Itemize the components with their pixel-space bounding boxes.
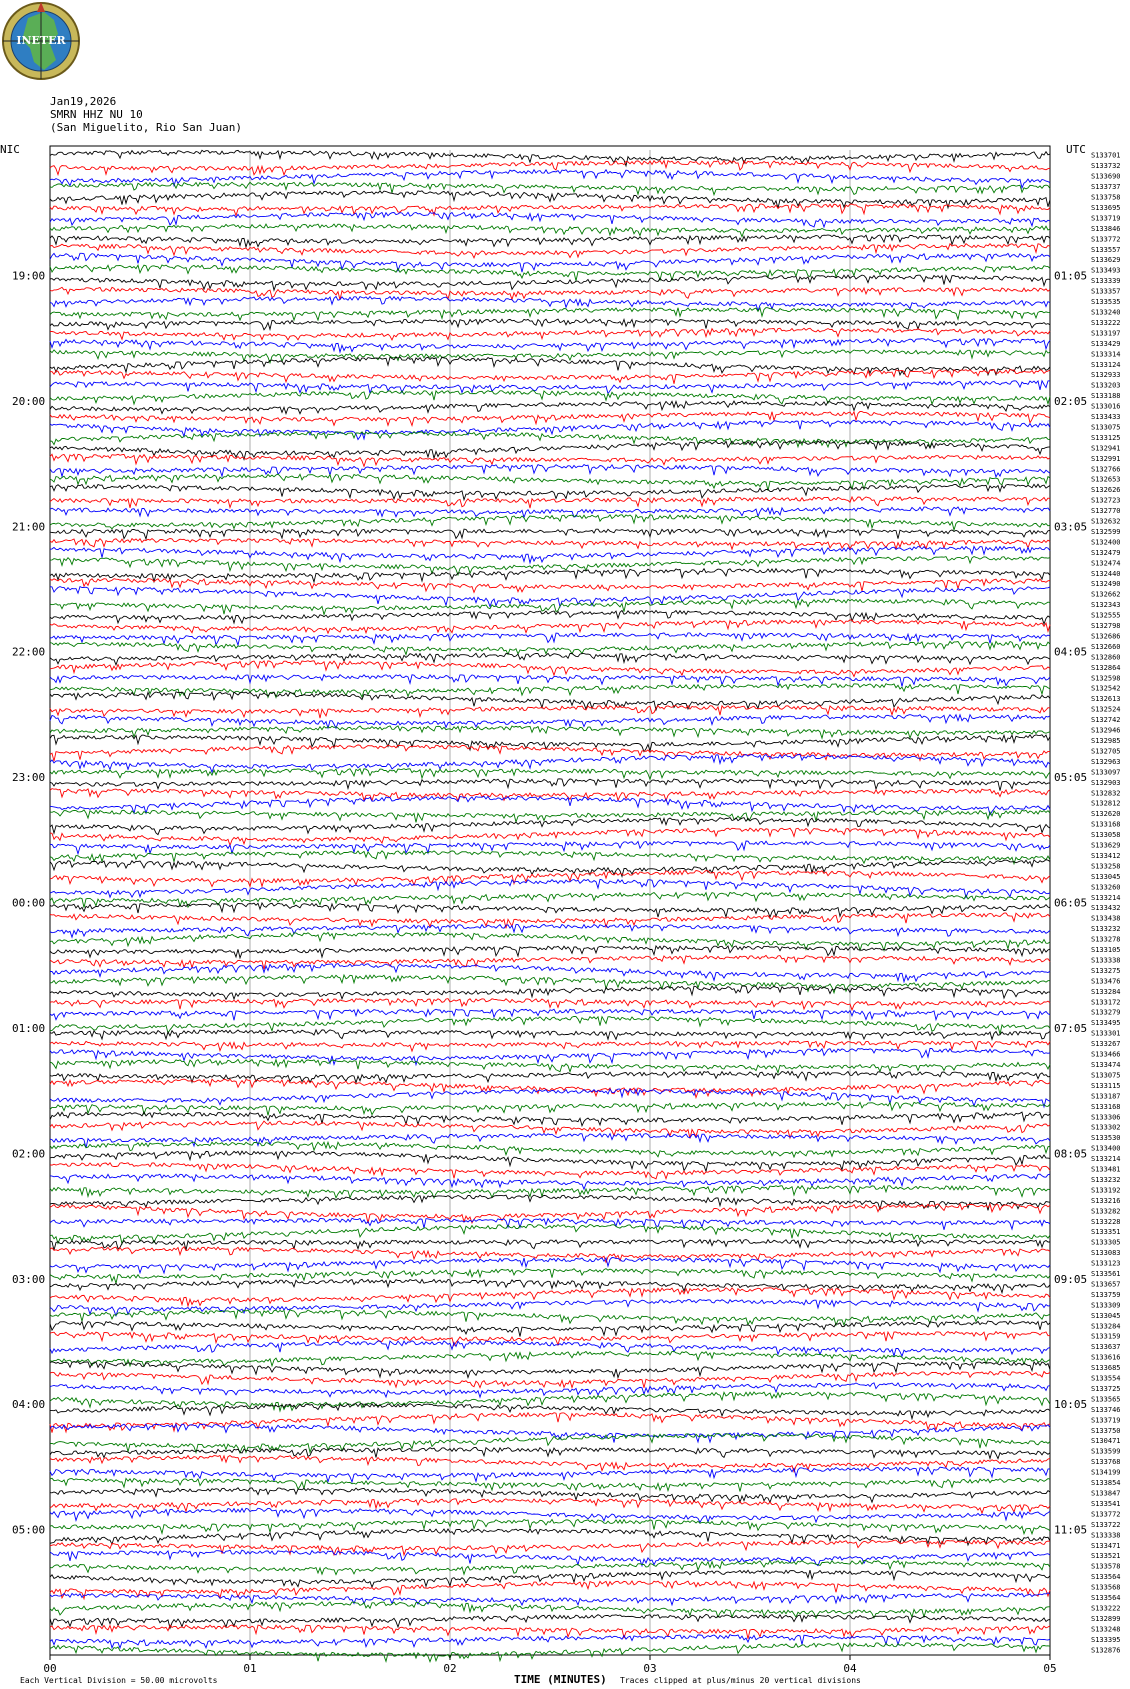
trace-line <box>50 1017 1050 1035</box>
trace-value: S133395 <box>1091 1635 1121 1644</box>
trace-line <box>50 1134 1050 1149</box>
trace-line <box>50 308 1050 321</box>
x-tick-label: 05 <box>1043 1662 1057 1675</box>
trace-line <box>50 507 1050 518</box>
trace-value: S133351 <box>1091 1228 1121 1237</box>
trace-line <box>50 319 1050 330</box>
trace-value: S132400 <box>1091 538 1121 547</box>
trace-value: S133564 <box>1091 1573 1121 1582</box>
trace-line <box>50 661 1050 677</box>
trace-line <box>50 1121 1050 1138</box>
trace-value: S132705 <box>1091 747 1121 756</box>
right-time-label: 01:05 <box>1054 269 1088 283</box>
trace-line <box>50 769 1050 780</box>
date-label: Jan19,2026 <box>50 95 117 108</box>
trace-value: S133267 <box>1091 1040 1121 1049</box>
trace-value: S133279 <box>1091 1008 1121 1017</box>
trace-line <box>50 1247 1050 1262</box>
trace-value: S132524 <box>1091 705 1121 714</box>
trace-value: S132832 <box>1091 789 1121 798</box>
trace-value: S132723 <box>1091 496 1121 505</box>
trace-line <box>50 579 1050 593</box>
trace-value: S133125 <box>1091 433 1121 442</box>
trace-value: S132598 <box>1091 674 1121 683</box>
location-label: (San Miguelito, Rio San Juan) <box>50 121 243 134</box>
trace-line <box>50 328 1050 340</box>
trace-value-labels <box>1091 152 1121 1655</box>
trace-line <box>50 1310 1050 1325</box>
trace-value: S133282 <box>1091 1207 1121 1216</box>
trace-line <box>50 182 1050 194</box>
trace-value: S133616 <box>1091 1353 1121 1362</box>
trace-value: S132660 <box>1091 642 1121 651</box>
trace-line <box>50 474 1050 491</box>
trace-line <box>50 204 1050 216</box>
trace-value: S133168 <box>1091 820 1121 829</box>
trace-line <box>50 810 1050 823</box>
trace-line <box>50 1456 1050 1472</box>
trace-value: S133232 <box>1091 925 1121 934</box>
trace-value: S132653 <box>1091 475 1121 484</box>
trace-value: S133105 <box>1091 946 1121 955</box>
trace-line <box>50 1102 1050 1115</box>
trace-line <box>50 851 1050 864</box>
trace-line <box>50 1413 1050 1433</box>
trace-line <box>50 903 1050 917</box>
trace-value: S132686 <box>1091 632 1121 641</box>
trace-value: S133690 <box>1091 172 1121 181</box>
trace-line <box>50 391 1050 405</box>
trace-value: S133278 <box>1091 935 1121 944</box>
trace-line <box>50 1079 1050 1098</box>
trace-value: S133578 <box>1091 1562 1121 1571</box>
trace-line <box>50 287 1050 300</box>
trace-value: S133115 <box>1091 1081 1121 1090</box>
trace-value: S133214 <box>1091 1155 1121 1164</box>
trace-value: S132798 <box>1091 622 1121 631</box>
trace-value: S133248 <box>1091 1625 1121 1634</box>
trace-value: S133759 <box>1091 1290 1121 1299</box>
trace-line <box>50 1288 1050 1306</box>
trace-line <box>50 235 1050 247</box>
trace-value: S133719 <box>1091 1416 1121 1425</box>
trace-line <box>50 1142 1050 1157</box>
trace-value: S133541 <box>1091 1499 1121 1508</box>
trace-value: S132662 <box>1091 590 1121 599</box>
trace-line <box>50 1625 1050 1639</box>
trace-value: S133045 <box>1091 872 1121 881</box>
trace-value: S133188 <box>1091 392 1121 401</box>
trace-value: S133258 <box>1091 862 1121 871</box>
left-time-label: 02:00 <box>12 1147 46 1161</box>
trace-line <box>50 1269 1050 1284</box>
trace-value: S133123 <box>1091 1259 1121 1268</box>
trace-value: S133228 <box>1091 1217 1121 1226</box>
trace-value: S133075 <box>1091 1071 1121 1080</box>
trace-value: S133768 <box>1091 1458 1121 1467</box>
left-time-label: 19:00 <box>12 269 46 283</box>
trace-line <box>50 999 1050 1010</box>
right-timezone-label: UTC <box>1066 143 1086 156</box>
trace-line <box>50 401 1050 414</box>
trace-line <box>50 986 1050 999</box>
trace-line <box>50 587 1050 607</box>
trace-value: S133481 <box>1091 1165 1121 1174</box>
trace-line <box>50 946 1050 958</box>
x-tick-label: 00 <box>43 1662 57 1675</box>
trace-value: S132899 <box>1091 1614 1121 1623</box>
trace-value: S133222 <box>1091 318 1121 327</box>
x-tick-label: 03 <box>643 1662 657 1675</box>
trace-line <box>50 620 1050 633</box>
trace-value: S133203 <box>1091 381 1121 390</box>
trace-value: S132613 <box>1091 695 1121 704</box>
trace-value: S133629 <box>1091 841 1121 850</box>
trace-line <box>50 955 1050 969</box>
trace-value: S132742 <box>1091 716 1121 725</box>
trace-value: S133222 <box>1091 1604 1121 1613</box>
x-axis-title: TIME (MINUTES) <box>514 1673 607 1686</box>
trace-value: S132864 <box>1091 663 1121 672</box>
trace-value: S132812 <box>1091 799 1121 808</box>
trace-value: S133058 <box>1091 831 1121 840</box>
trace-value: S133306 <box>1091 1113 1121 1122</box>
trace-value: S133432 <box>1091 904 1121 913</box>
trace-line <box>50 529 1050 539</box>
trace-value: S132903 <box>1091 778 1121 787</box>
left-time-label: 00:00 <box>12 896 46 910</box>
trace-line <box>50 1372 1050 1388</box>
right-time-label: 10:05 <box>1054 1398 1088 1412</box>
trace-value: S133719 <box>1091 214 1121 223</box>
trace-value: S132860 <box>1091 653 1121 662</box>
trace-value: S133309 <box>1091 1301 1121 1310</box>
trace-value: S134199 <box>1091 1468 1121 1477</box>
trace-line <box>50 1071 1050 1082</box>
trace-value: S133240 <box>1091 308 1121 317</box>
trace-line <box>50 350 1050 363</box>
clip-note: Traces clipped at plus/minus 20 vertical divisions <box>620 1676 861 1685</box>
trace-line <box>50 1009 1050 1020</box>
trace-value: S133412 <box>1091 851 1121 860</box>
trace-value: S133339 <box>1091 277 1121 286</box>
trace-value: S133847 <box>1091 1489 1121 1498</box>
trace-value: S133565 <box>1091 1395 1121 1404</box>
trace-line <box>50 789 1050 801</box>
trace-line <box>50 675 1050 687</box>
trace-value: S133438 <box>1091 914 1121 923</box>
left-time-label: 01:00 <box>12 1021 46 1035</box>
trace-value: S133772 <box>1091 1510 1121 1519</box>
trace-value: S133338 <box>1091 1531 1121 1540</box>
trace-value: S133466 <box>1091 1050 1121 1059</box>
trace-value: S133301 <box>1091 1029 1121 1038</box>
trace-value: S132963 <box>1091 757 1121 766</box>
trace-line <box>50 1508 1050 1522</box>
trace-line <box>50 1643 1050 1662</box>
x-tick-label: 02 <box>443 1662 457 1675</box>
trace-line <box>50 1520 1050 1534</box>
right-time-label: 06:05 <box>1054 896 1088 910</box>
trace-value: S132620 <box>1091 810 1121 819</box>
trace-line <box>50 212 1050 227</box>
trace-value: S133521 <box>1091 1552 1121 1561</box>
trace-line <box>50 692 1050 710</box>
station-label: SMRN HHZ NU 10 <box>50 108 143 121</box>
trace-line <box>50 297 1050 311</box>
right-time-label: 05:05 <box>1054 771 1088 785</box>
trace-line <box>50 454 1050 466</box>
trace-value: S132946 <box>1091 726 1121 735</box>
trace-value: S133075 <box>1091 423 1121 432</box>
trace-line <box>50 1300 1050 1316</box>
trace-line <box>50 684 1050 698</box>
trace-line <box>50 546 1050 562</box>
trace-value: S133429 <box>1091 339 1121 348</box>
trace-value: S133302 <box>1091 1123 1121 1132</box>
trace-line <box>50 1362 1050 1378</box>
trace-line <box>50 715 1050 729</box>
trace-line <box>50 1195 1050 1210</box>
trace-value: S133535 <box>1091 298 1121 307</box>
trace-value: S132632 <box>1091 517 1121 526</box>
trace-line <box>50 265 1050 281</box>
trace-value: S133314 <box>1091 350 1121 359</box>
trace-value: S133016 <box>1091 402 1121 411</box>
trace-value: S133172 <box>1091 998 1121 1007</box>
trace-value: S132985 <box>1091 737 1121 746</box>
trace-line <box>50 1561 1050 1575</box>
trace-value: S133750 <box>1091 1426 1121 1435</box>
trace-line <box>50 841 1050 854</box>
trace-value: S133530 <box>1091 1134 1121 1143</box>
trace-value: S132599 <box>1091 527 1121 536</box>
trace-value: S133168 <box>1091 1102 1121 1111</box>
trace-value: S133192 <box>1091 1186 1121 1195</box>
trace-value: S133685 <box>1091 1364 1121 1373</box>
trace-value: S133197 <box>1091 329 1121 338</box>
left-time-label: 05:00 <box>12 1523 46 1537</box>
left-time-label: 22:00 <box>12 645 46 659</box>
trace-line <box>50 1593 1050 1605</box>
trace-value: S133159 <box>1091 1332 1121 1341</box>
trace-value: S133338 <box>1091 956 1121 965</box>
trace-line <box>50 1404 1050 1419</box>
trace-value: S133657 <box>1091 1280 1121 1289</box>
trace-line <box>50 1383 1050 1397</box>
trace-line <box>50 653 1050 665</box>
trace-value: S133564 <box>1091 1594 1121 1603</box>
trace-value: S133232 <box>1091 1175 1121 1184</box>
trace-value: S133495 <box>1091 1019 1121 1028</box>
right-time-label: 03:05 <box>1054 520 1088 534</box>
trace-value: S132991 <box>1091 454 1121 463</box>
trace-line <box>50 1059 1050 1072</box>
trace-value: S133554 <box>1091 1374 1121 1383</box>
trace-line <box>50 1424 1050 1443</box>
trace-line <box>50 1112 1050 1126</box>
trace-value: S133561 <box>1091 1270 1121 1279</box>
trace-value: S133474 <box>1091 1060 1121 1069</box>
trace-value: S133097 <box>1091 768 1121 777</box>
trace-value: S132766 <box>1091 465 1121 474</box>
trace-line <box>50 515 1050 530</box>
trace-value: S133493 <box>1091 266 1121 275</box>
trace-line <box>50 779 1050 791</box>
logo-text: INETER <box>16 34 66 47</box>
left-time-label: 03:00 <box>12 1272 46 1286</box>
trace-line <box>50 420 1050 439</box>
trace-value: S133854 <box>1091 1479 1121 1488</box>
trace-value: S133629 <box>1091 256 1121 265</box>
trace-value: S133746 <box>1091 1405 1121 1414</box>
trace-value: S133599 <box>1091 1447 1121 1456</box>
trace-value: S133124 <box>1091 360 1121 369</box>
trace-line <box>50 557 1050 575</box>
trace-value: S133216 <box>1091 1196 1121 1205</box>
trace-value: S133701 <box>1091 151 1121 160</box>
trace-line <box>50 641 1050 654</box>
left-timezone-label: NIC <box>0 143 20 156</box>
trace-line <box>50 1614 1050 1628</box>
trace-value: S133737 <box>1091 183 1121 192</box>
right-time-label: 08:05 <box>1054 1147 1088 1161</box>
trace-value: S132941 <box>1091 444 1121 453</box>
trace-value: S133284 <box>1091 1322 1121 1331</box>
trace-line <box>50 497 1050 508</box>
trace-value: S132474 <box>1091 559 1121 568</box>
trace-line <box>50 1218 1050 1230</box>
trace-value: S132770 <box>1091 507 1121 516</box>
trace-line <box>50 1467 1050 1482</box>
trace-line <box>50 1341 1050 1356</box>
trace-line <box>50 1332 1050 1346</box>
trace-value: S133846 <box>1091 224 1121 233</box>
trace-value: S133187 <box>1091 1092 1121 1101</box>
trace-line <box>50 1488 1050 1503</box>
scale-note: Each Vertical Division = 50.00 microvolts <box>20 1676 218 1685</box>
trace-value: S132343 <box>1091 601 1121 610</box>
trace-line <box>50 253 1050 272</box>
trace-line <box>50 1499 1050 1513</box>
trace-value: S132933 <box>1091 371 1121 380</box>
trace-line <box>50 1240 1050 1251</box>
left-time-label: 04:00 <box>12 1398 46 1412</box>
trace-line <box>50 1581 1050 1599</box>
trace-line <box>50 871 1050 887</box>
right-time-label: 07:05 <box>1054 1021 1088 1035</box>
trace-value: S133568 <box>1091 1583 1121 1592</box>
time-labels <box>12 269 1087 1536</box>
trace-line <box>50 441 1050 460</box>
right-time-label: 02:05 <box>1054 394 1088 408</box>
trace-value: S133722 <box>1091 1520 1121 1529</box>
trace-value: S133305 <box>1091 1238 1121 1247</box>
trace-value: S133772 <box>1091 235 1121 244</box>
x-tick-label: 01 <box>243 1662 257 1675</box>
trace-value: S133083 <box>1091 1249 1121 1258</box>
trace-line <box>50 1186 1050 1198</box>
trace-line <box>50 224 1050 237</box>
trace-value: S132542 <box>1091 684 1121 693</box>
trace-value: S133357 <box>1091 287 1121 296</box>
trace-value: S133214 <box>1091 893 1121 902</box>
trace-value: S132490 <box>1091 580 1121 589</box>
trace-value: S133275 <box>1091 966 1121 975</box>
left-time-label: 23:00 <box>12 771 46 785</box>
x-axis-ticks <box>43 1655 1056 1675</box>
trace-value: S133637 <box>1091 1343 1121 1352</box>
left-time-label: 20:00 <box>12 394 46 408</box>
trace-value: S132440 <box>1091 569 1121 578</box>
trace-value: S133260 <box>1091 883 1121 892</box>
trace-line <box>50 1321 1050 1337</box>
trace-line <box>50 1030 1050 1040</box>
trace-line <box>50 244 1050 258</box>
left-time-label: 21:00 <box>12 520 46 534</box>
trace-value: S133725 <box>1091 1384 1121 1393</box>
trace-value: S133557 <box>1091 245 1121 254</box>
trace-value: S133284 <box>1091 987 1121 996</box>
trace-line <box>50 1163 1050 1179</box>
trace-value: S132626 <box>1091 486 1121 495</box>
trace-line <box>50 1635 1050 1648</box>
right-time-label: 09:05 <box>1054 1272 1088 1286</box>
trace-value: S133471 <box>1091 1541 1121 1550</box>
right-time-label: 11:05 <box>1054 1523 1088 1537</box>
trace-value: S133476 <box>1091 977 1121 986</box>
right-time-label: 04:05 <box>1054 645 1088 659</box>
trace-value: S132479 <box>1091 548 1121 557</box>
x-tick-label: 04 <box>843 1662 857 1675</box>
trace-value: S132555 <box>1091 611 1121 620</box>
trace-line <box>50 339 1050 353</box>
trace-line <box>50 611 1050 625</box>
trace-value: S133433 <box>1091 413 1121 422</box>
trace-line <box>50 892 1050 907</box>
trace-value: S130471 <box>1091 1437 1121 1446</box>
trace-value: S133758 <box>1091 193 1121 202</box>
trace-value: S133400 <box>1091 1144 1121 1153</box>
trace-line <box>50 370 1050 384</box>
trace-line <box>50 1279 1050 1292</box>
trace-line <box>50 357 1050 375</box>
trace-line <box>50 432 1050 448</box>
trace-value: S132876 <box>1091 1646 1121 1655</box>
trace-value: S133695 <box>1091 203 1121 212</box>
trace-group <box>50 150 1050 1661</box>
trace-line <box>50 633 1050 645</box>
trace-line <box>50 170 1050 188</box>
trace-value: S133045 <box>1091 1311 1121 1320</box>
trace-line <box>50 381 1050 394</box>
trace-line <box>50 1089 1050 1107</box>
trace-line <box>50 818 1050 835</box>
trace-value: S133732 <box>1091 162 1121 171</box>
